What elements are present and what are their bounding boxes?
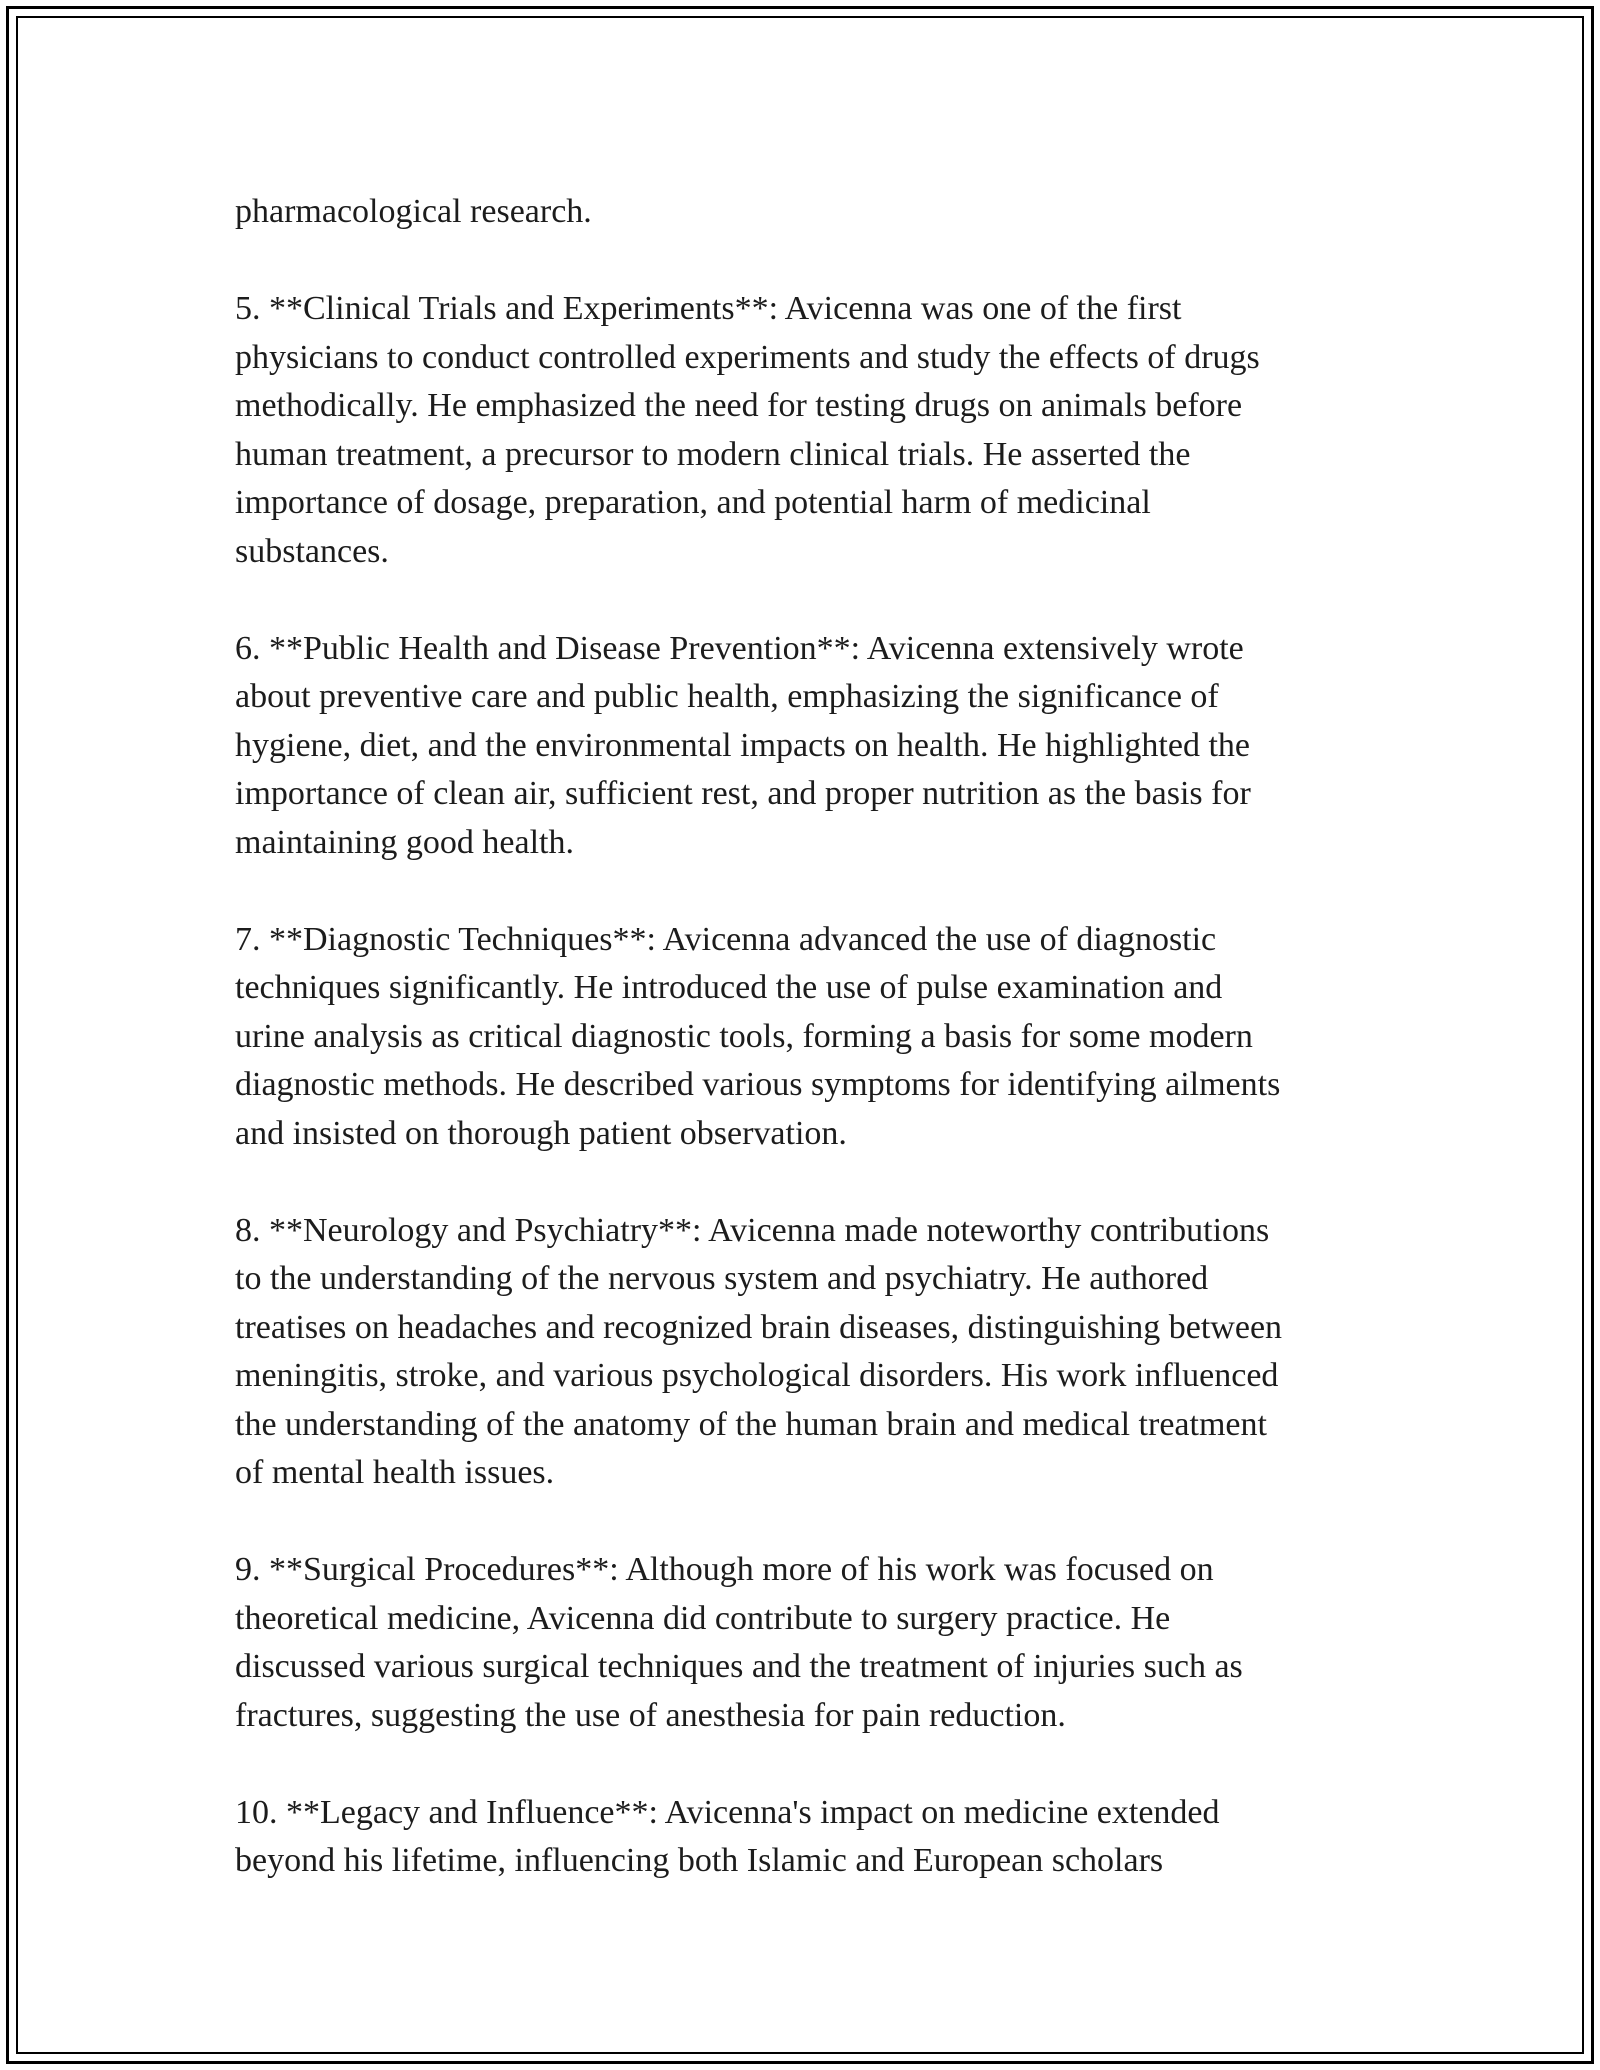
text-line: discussed various surgical techniques and the treatment of injuries such as — [235, 1648, 1243, 1685]
text-line: 6. **Public Health and Disease Prevention**: Avicenna extensively wrote — [235, 629, 1244, 667]
text-line: maintaining good health. — [235, 823, 574, 861]
paragraph — [235, 1207, 1385, 1498]
paragraph — [235, 188, 1385, 237]
text-line: physicians to conduct controlled experiments and study the effects of drugs — [235, 338, 1260, 376]
text-line: 10. **Legacy and Influence**: Avicenna's impact on medicine extended — [235, 1793, 1220, 1831]
text-line: importance of clean air, sufficient rest, and proper nutrition as the basis for — [235, 775, 1251, 812]
text-line: of mental health issues. — [235, 1454, 555, 1491]
text-line: fractures, suggesting the use of anesthesia for pain reduction. — [235, 1696, 1066, 1734]
paragraph — [235, 916, 1385, 1159]
text-line: 9. **Surgical Procedures**: Although more of his work was focused on — [235, 1551, 1214, 1588]
paragraph — [235, 625, 1385, 868]
text-line: beyond his lifetime, influencing both Islamic and European scholars — [235, 1842, 1164, 1879]
text-line: urine analysis as critical diagnostic tools, forming a basis for some modern — [235, 1017, 1253, 1055]
text-line: 7. **Diagnostic Techniques**: Avicenna advanced the use of diagnostic — [235, 920, 1217, 958]
text-line: importance of dosage, preparation, and potential harm of medicinal — [235, 484, 1151, 521]
paragraph — [235, 285, 1385, 576]
text-line: human treatment, a precursor to modern clinical trials. He asserted the — [235, 435, 1191, 473]
text-line: meningitis, stroke, and various psychological disorders. His work influenced — [235, 1357, 1279, 1394]
text-line: substances. — [235, 532, 389, 570]
text-line: hygiene, diet, and the environmental impacts on health. He highlighted the — [235, 726, 1251, 764]
text-line: techniques significantly. He introduced the use of pulse examination and — [235, 969, 1223, 1006]
text-line: about preventive care and public health, emphasizing the significance of — [235, 678, 1219, 715]
text-line: 5. **Clinical Trials and Experiments**: Avicenna was one of the first — [235, 290, 1182, 327]
text-line: methodically. He emphasized the need for testing drugs on animals before — [235, 387, 1243, 424]
text-line: pharmacological research. — [235, 193, 592, 230]
document-body — [235, 188, 1385, 1934]
paragraph — [235, 1546, 1385, 1740]
text-line: treatises on headaches and recognized brain diseases, distinguishing between — [235, 1308, 1283, 1346]
text-line: to the understanding of the nervous system and psychiatry. He authored — [235, 1260, 1209, 1297]
text-line: 8. **Neurology and Psychiatry**: Avicenna made noteworthy contributions — [235, 1211, 1270, 1249]
text-line: the understanding of the anatomy of the human brain and medical treatment — [235, 1405, 1267, 1443]
paragraph — [235, 1789, 1385, 1886]
text-line: theoretical medicine, Avicenna did contribute to surgery practice. He — [235, 1599, 1171, 1637]
text-line: and insisted on thorough patient observation. — [235, 1114, 847, 1152]
text-line: diagnostic methods. He described various symptoms for identifying ailments — [235, 1066, 1281, 1103]
